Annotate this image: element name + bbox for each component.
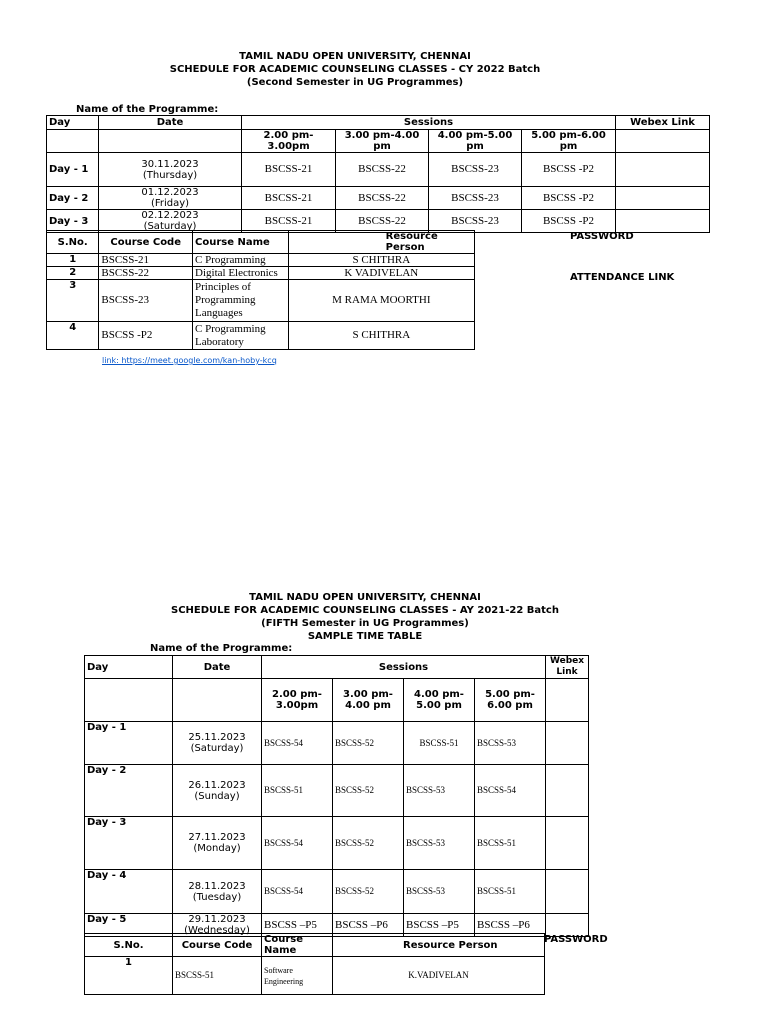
doc2-session-cell: BSCSS-52	[333, 722, 404, 765]
doc1-course-code: BSCSS-23	[99, 280, 193, 322]
doc2-session-cell: BSCSS-53	[404, 870, 475, 914]
doc1-weekday: (Friday)	[150, 198, 190, 209]
doc1-day-label: Day - 1	[47, 153, 99, 187]
doc2-session-time: 5.00 pm-6.00 pm	[475, 679, 546, 722]
doc2-col-day: Day	[85, 656, 173, 679]
doc1-date: 01.12.2023	[141, 187, 199, 198]
doc1-course-name: C Programming Laboratory	[193, 322, 289, 350]
doc2-day-label: Day - 4	[85, 870, 173, 914]
meeting-link[interactable]: link: https://meet.google.com/kan-hoby-kcq	[102, 356, 277, 365]
doc2-semester-title: (FIFTH Semester in UG Programmes)	[261, 618, 469, 629]
doc2-session-time: 3.00 pm-4.00 pm	[333, 679, 404, 722]
doc1-programme-label: Name of the Programme:	[76, 104, 219, 115]
doc1-col-course-name: Course Name	[193, 231, 289, 254]
doc2-sample-title: SAMPLE TIME TABLE	[307, 631, 423, 642]
doc1-session-time: 3.00 pm-4.00 pm	[336, 130, 429, 153]
doc2-session-time: 4.00 pm-5.00 pm	[404, 679, 475, 722]
doc2-day-label: Day - 2	[85, 765, 173, 817]
doc1-session-time: 4.00 pm-5.00 pm	[429, 130, 522, 153]
doc1-session-cell: BSCSS-23	[429, 187, 522, 210]
doc1-resource-person: S CHITHRA	[288, 254, 474, 267]
doc2-session-cell: BSCSS-54	[262, 817, 333, 870]
doc2-session-cell: BSCSS-54	[262, 870, 333, 914]
doc1-col-sessions: Sessions	[242, 116, 616, 130]
doc1-resource-person: S CHITHRA	[288, 322, 474, 350]
doc1-session-cell: BSCSS-22	[336, 153, 429, 187]
doc2-session-cell: BSCSS-52	[333, 870, 404, 914]
doc1-day-label: Day - 2	[47, 187, 99, 210]
doc2-col-webex: Webex Link	[546, 656, 589, 679]
doc1-course-name: Principles of Programming Languages	[193, 280, 289, 322]
doc1-col-day: Day	[47, 116, 99, 130]
doc1-course-name: Digital Electronics	[193, 267, 289, 280]
doc1-session-cell: BSCSS-22	[336, 210, 429, 233]
doc2-day-label: Day - 3	[85, 817, 173, 870]
doc1-password-label: PASSWORD	[570, 231, 634, 242]
doc2-col-resource-person: Resource Person	[333, 934, 545, 957]
doc2-session-cell: BSCSS –P5	[404, 914, 475, 937]
doc2-session-cell: BSCSS-54	[475, 765, 546, 817]
doc1-resource-person: K VADIVELAN	[288, 267, 474, 280]
doc2-sno: 1	[85, 957, 173, 995]
doc2-col-course-code: Course Code	[173, 934, 262, 957]
doc1-sno: 2	[47, 267, 99, 280]
doc1-session-time: 2.00 pm-3.00pm	[242, 130, 336, 153]
doc2-resource-person: K.VADIVELAN	[333, 957, 545, 995]
doc2-day-row	[85, 722, 589, 765]
doc2-session-cell: BSCSS-52	[333, 765, 404, 817]
doc1-course-row	[47, 280, 475, 322]
doc2-day-label: Day - 5	[85, 914, 173, 937]
doc1-sno: 1	[47, 254, 99, 267]
doc2-course-name: Software Engineering	[262, 957, 333, 995]
doc1-session-cell: BSCSS-21	[242, 187, 336, 210]
doc1-course-code: BSCSS-21	[99, 254, 193, 267]
doc2-weekday: (Wednesday)	[184, 925, 250, 936]
doc2-date: 29.11.2023	[188, 914, 246, 925]
doc2-session-time: 2.00 pm-3.00pm	[262, 679, 333, 722]
doc1-session-time: 5.00 pm-6.00 pm	[522, 130, 616, 153]
doc2-session-cell: BSCSS-51	[475, 870, 546, 914]
doc1-course-name: C Programming	[193, 254, 289, 267]
doc1-day-label: Day - 3	[47, 210, 99, 233]
doc1-session-cell: BSCSS -P2	[522, 187, 616, 210]
doc2-col-course-name: Course Name	[262, 934, 333, 957]
doc2-session-cell: BSCSS-51	[262, 765, 333, 817]
doc1-col-webex: Webex Link	[616, 116, 710, 130]
doc1-sno: 3	[47, 280, 99, 322]
doc2-weekday: (Tuesday)	[192, 891, 242, 903]
doc2-session-cell: BSCSS –P6	[475, 914, 546, 937]
doc2-course-header-row	[85, 934, 545, 957]
doc1-session-cell: BSCSS -P2	[522, 153, 616, 187]
doc1-session-cell: BSCSS-21	[242, 153, 336, 187]
doc1-session-cell: BSCSS-23	[429, 153, 522, 187]
doc1-day-row	[47, 153, 710, 187]
doc2-day-row	[85, 765, 589, 817]
doc2-weekday: (Monday)	[193, 843, 241, 854]
doc1-course-header-row	[47, 231, 475, 254]
doc2-university-title: TAMIL NADU OPEN UNIVERSITY, CHENNAI	[249, 592, 481, 603]
doc1-header-row	[47, 116, 710, 130]
doc2-session-times-row	[85, 679, 589, 722]
doc2-day-row	[85, 870, 589, 914]
doc1-session-cell: BSCSS -P2	[522, 210, 616, 233]
doc2-schedule-table	[84, 655, 589, 937]
doc2-session-cell: BSCSS-51	[404, 722, 475, 765]
doc2-course-row	[85, 957, 545, 995]
doc1-schedule-table	[46, 115, 710, 233]
doc1-col-date: Date	[99, 116, 242, 130]
doc1-course-table	[46, 230, 475, 350]
doc1-university-title: TAMIL NADU OPEN UNIVERSITY, CHENNAI	[239, 51, 471, 62]
doc1-session-times-row	[47, 130, 710, 153]
doc1-session-cell: BSCSS-22	[336, 187, 429, 210]
doc1-course-code: BSCSS -P2	[99, 322, 193, 350]
doc2-col-sessions: Sessions	[262, 656, 546, 679]
doc1-semester-title: (Second Semester in UG Programmes)	[246, 77, 464, 88]
doc2-session-cell: BSCSS-52	[333, 817, 404, 870]
doc1-session-cell: BSCSS-21	[242, 210, 336, 233]
doc2-schedule-title: SCHEDULE FOR ACADEMIC COUNSELING CLASSES - AY 2021-22 Batch	[171, 605, 559, 616]
doc2-session-cell: BSCSS –P6	[333, 914, 404, 937]
doc2-header-row	[85, 656, 589, 679]
doc1-day-row	[47, 187, 710, 210]
doc1-col-course-code: Course Code	[99, 231, 193, 254]
doc2-weekday: (Sunday)	[194, 790, 240, 802]
doc1-sno: 4	[47, 322, 99, 350]
doc2-session-cell: BSCSS –P5	[262, 914, 333, 937]
doc1-session-cell: BSCSS-23	[429, 210, 522, 233]
doc1-date: 02.12.2023	[141, 210, 199, 221]
doc1-course-code: BSCSS-22	[99, 267, 193, 280]
doc1-course-row	[47, 267, 475, 280]
doc2-session-cell: BSCSS-51	[475, 817, 546, 870]
doc2-session-cell: BSCSS-54	[262, 722, 333, 765]
doc1-course-row	[47, 322, 475, 350]
doc2-day-label: Day - 1	[85, 722, 173, 765]
doc2-header	[0, 591, 730, 643]
doc1-resource-person: M RAMA MOORTHI	[288, 280, 474, 322]
doc2-col-date: Date	[173, 656, 262, 679]
doc2-day-row	[85, 817, 589, 870]
doc2-password-label: PASSWORD	[544, 934, 608, 945]
doc1-col-sno: S.No.	[47, 231, 99, 254]
doc2-col-sno: S.No.	[85, 934, 173, 957]
doc2-date: 25.11.2023	[188, 732, 246, 743]
doc1-weekday: (Saturday)	[143, 221, 197, 232]
doc1-attendance-label: ATTENDANCE LINK	[570, 272, 675, 283]
doc2-course-table	[84, 933, 545, 995]
doc2-weekday: (Saturday)	[190, 743, 244, 754]
doc1-col-resource-person: Resource Person	[288, 231, 474, 254]
doc2-date: 26.11.2023	[188, 779, 246, 791]
doc1-date: 30.11.2023	[141, 158, 199, 170]
doc1-schedule-title: SCHEDULE FOR ACADEMIC COUNSELING CLASSES - CY 2022 Batch	[169, 64, 541, 75]
doc2-date: 28.11.2023	[188, 880, 246, 892]
doc2-session-cell: BSCSS-53	[404, 765, 475, 817]
doc2-course-code: BSCSS-51	[173, 957, 262, 995]
doc1-header	[0, 50, 710, 89]
doc2-session-cell: BSCSS-53	[404, 817, 475, 870]
doc2-session-cell: BSCSS-53	[475, 722, 546, 765]
doc1-course-row	[47, 254, 475, 267]
doc2-programme-label: Name of the Programme:	[150, 643, 293, 654]
doc2-date: 27.11.2023	[188, 832, 246, 843]
doc1-weekday: (Thursday)	[142, 169, 198, 181]
